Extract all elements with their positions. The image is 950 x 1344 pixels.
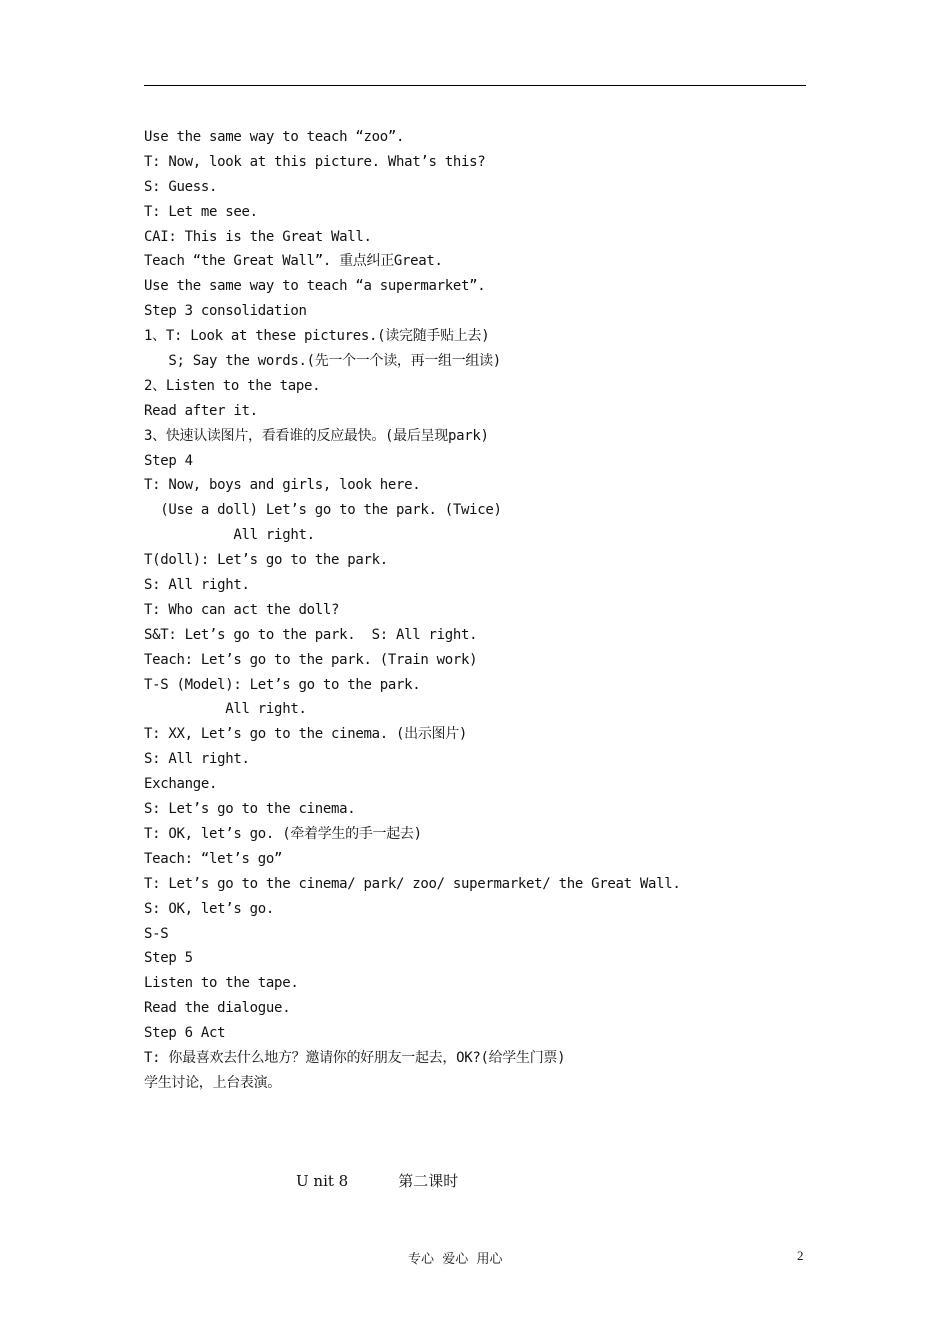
text-line: T: 你最喜欢去什么地方？邀请你的好朋友一起去，OK?(给学生门票): [144, 1049, 566, 1066]
lesson-title: 第二课时: [398, 1172, 459, 1190]
text-line: CAI: This is the Great Wall.: [144, 228, 372, 245]
page-number: 2: [797, 1248, 804, 1263]
text-line: S-S: [144, 925, 169, 942]
text-line: 学生讨论，上台表演。: [144, 1074, 281, 1091]
text-line: S: Let’s go to the cinema.: [144, 801, 356, 818]
text-line: T: Now, look at this picture. What’s this?: [144, 153, 486, 170]
text-line: T: Who can act the doll?: [144, 601, 340, 618]
text-line: (Use a doll) Let’s go to the park. (Twice): [144, 502, 502, 519]
text-line: Read the dialogue.: [144, 1000, 291, 1017]
text-line: Step 6 Act: [144, 1025, 226, 1042]
text-line: S: OK, let’s go.: [144, 900, 275, 917]
text-line: Listen to the tape.: [144, 975, 299, 992]
text-line: 1、T: Look at these pictures.(读完随手贴上去): [144, 328, 490, 345]
text-line: T: XX, Let’s go to the cinema. (出示图片): [144, 726, 468, 743]
lesson-plan-body: [144, 125, 784, 1096]
header-rule: [144, 85, 806, 86]
section-heading: [296, 1170, 458, 1191]
text-line: T: Let’s go to the cinema/ park/ zoo/ supermarket/ the Great Wall.: [144, 875, 681, 892]
text-line: T: Now, boys and girls, look here.: [144, 477, 421, 494]
text-line: Teach: Let’s go to the park. (Train work): [144, 651, 478, 668]
text-line: T-S (Model): Let’s go to the park.: [144, 676, 421, 693]
text-line: S&T: Let’s go to the park. S: All right.: [144, 626, 478, 643]
text-line: Teach “the Great Wall”. 重点纠正Great.: [144, 253, 443, 270]
text-line: Exchange.: [144, 776, 218, 793]
text-line: S; Say the words.(先一个一个读，再一组一组读): [144, 353, 501, 370]
text-line: Step 3 consolidation: [144, 303, 307, 320]
text-line: Step 4: [144, 452, 193, 469]
unit-title: U nit 8: [296, 1172, 349, 1190]
text-line: Read after it.: [144, 402, 258, 419]
text-line: T: Let me see.: [144, 203, 258, 220]
text-line: All right.: [144, 527, 315, 544]
footer-motto: 专心 爱心 用心: [408, 1252, 503, 1267]
text-line: S: All right.: [144, 577, 250, 594]
text-line: 2、Listen to the tape.: [144, 377, 321, 394]
text-line: Step 5: [144, 950, 193, 967]
text-line: Teach: “let’s go”: [144, 850, 283, 867]
text-line: All right.: [144, 701, 307, 718]
text-line: S: All right.: [144, 751, 250, 768]
text-line: S: Guess.: [144, 178, 218, 195]
text-line: Use the same way to teach “zoo”.: [144, 129, 405, 145]
text-line: Use the same way to teach “a supermarket”.: [144, 278, 486, 295]
text-line: 3、快速认读图片，看看谁的反应最快。(最后呈现park): [144, 427, 489, 444]
text-line: T(doll): Let’s go to the park.: [144, 552, 388, 569]
text-line: T: OK, let’s go. (牵着学生的手一起去): [144, 825, 422, 842]
